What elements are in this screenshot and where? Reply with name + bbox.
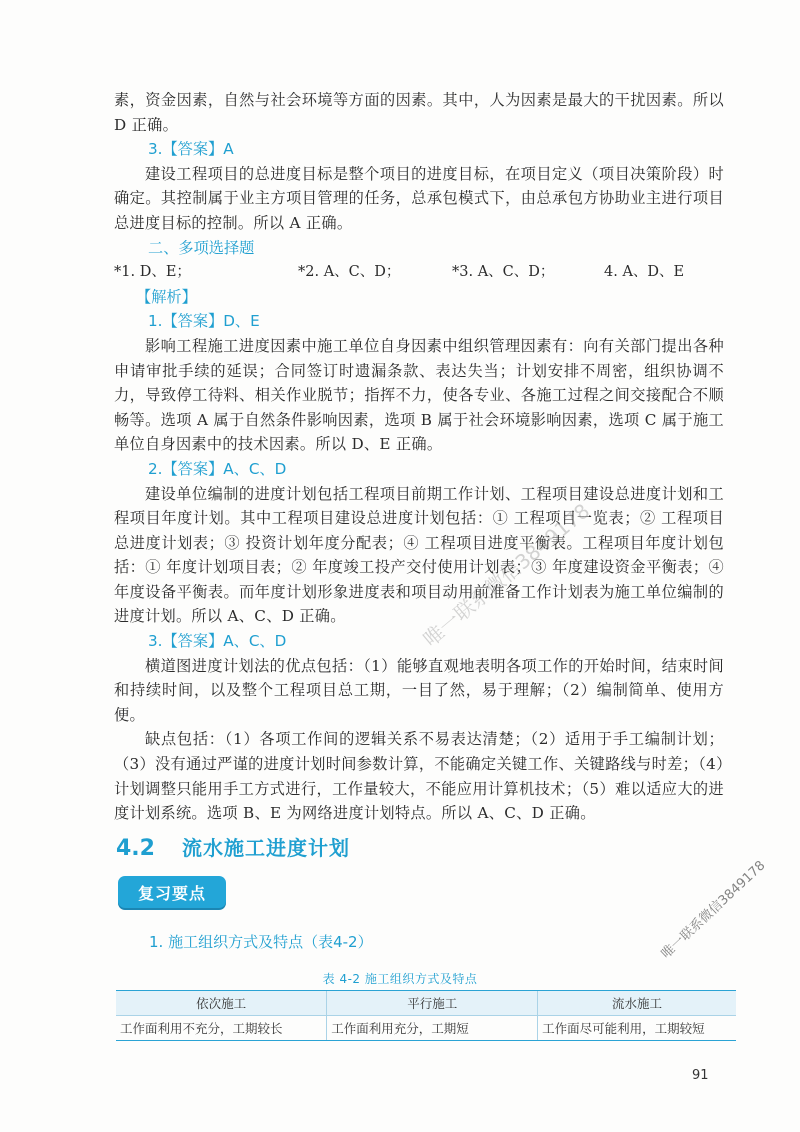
section-heading xyxy=(116,832,350,861)
watermark-corner: 唯一联系微信3849178 xyxy=(658,858,769,962)
answer-list xyxy=(114,260,724,285)
table-cell: 工作面尽可能利用，工期较短 xyxy=(538,1016,736,1041)
subheading: 1. 施工组织方式及特点（表4-2） xyxy=(149,933,373,951)
page-content xyxy=(114,88,724,826)
answer-item-1: *1. D、E； xyxy=(114,264,191,281)
answer-item-3: *3. A、C、D； xyxy=(452,264,555,281)
multi-answer-3-disadvantages: 缺点包括：（1）各项工作间的逻辑关系不易表达清楚；（2）适用于手工编制计划；（3）没有通过严谨的进度计划时间参数计算，不能确定关键工作、关键路线与时差；（4）计划调整只能用手工方式进行，工作量较大，不能应用计算机技术；（5）难以适应大的进度计划系统。选项 B、E 为网络进度计划特点。所以 A、C、D 正确。 xyxy=(114,730,724,823)
section-title: 流水施工进度计划 xyxy=(182,836,350,860)
table-row xyxy=(116,1016,736,1041)
multi-answer-1-label: 1.【答案】D、E xyxy=(148,312,260,331)
answer-3-label: 3.【答案】A xyxy=(148,140,234,159)
section-number: 4.2 xyxy=(116,836,155,861)
answer-3-text: 建设工程项目的总进度目标是整个项目的进度目标，在项目定义（项目决策阶段）时确定。其控制属于业主方项目管理的任务，总承包模式下，由总承包方协助业主进行项目总进度目标的控制。所以 A 正确。 xyxy=(114,164,724,232)
answer-item-4: 4. A、D、E xyxy=(604,264,685,281)
table-header-cell: 流水施工 xyxy=(538,991,736,1016)
table-header-cell: 依次施工 xyxy=(116,991,327,1016)
page-number: 91 xyxy=(692,1068,709,1083)
multi-answer-3-label: 3.【答案】A、C、D xyxy=(148,632,287,651)
watermark-center: 唯一联系微信3849178 xyxy=(418,498,595,652)
multi-answer-3-advantages: 横道图进度计划法的优点包括：（1）能够直观地表明各项工作的开始时间，结束时间和持续时间，以及整个工程项目总工期，一目了然，易于理解；（2）编制简单、使用方便。 xyxy=(114,656,724,724)
organization-methods-table xyxy=(116,990,736,1041)
multi-answer-2-label: 2.【答案】A、C、D xyxy=(148,459,287,478)
review-points-badge: 复习要点 xyxy=(118,876,226,908)
paragraph-continuation: 素，资金因素，自然与社会环境等方面的因素。其中，人为因素是最大的干扰因素。所以 D 正确。 xyxy=(114,91,724,134)
table-caption: 表 4-2 施工组织方式及特点 xyxy=(322,972,478,986)
table-header-cell: 平行施工 xyxy=(327,991,538,1016)
table-cell: 工作面利用不充分，工期较长 xyxy=(116,1016,327,1041)
multi-answer-2-text: 建设单位编制的进度计划包括工程项目前期工作计划、工程项目建设总进度计划和工程项目年度计划。其中工程项目建设总进度计划包括：① 工程项目一览表；② 工程项目总进度计划表；③ 投资计划年度分配表；④ 工程项目进度平衡表。工程项目年度计划包括：① 年度计划项目表；② 年度竣工投产交付使用计划表；③ 年度建设资金平衡表；④ 年度设备平衡表。而年度计划形象进度表和项目动用前准备工作计划表为施工单位编制的进度计划。所以 A、C、D 正确。 xyxy=(114,484,724,626)
table-header-row xyxy=(116,991,736,1016)
analysis-label: 【解析】 xyxy=(136,287,197,306)
multi-choice-title: 二、多项选择题 xyxy=(148,238,255,257)
table-cell: 工作面利用充分，工期短 xyxy=(327,1016,538,1041)
answer-item-2: *2. A、C、D； xyxy=(298,264,401,281)
multi-answer-1-text: 影响工程施工进度因素中施工单位自身因素中组织管理因素有：向有关部门提出各种申请审批手续的延误；合同签订时遗漏条款、表达失当；计划安排不周密，组织协调不力，导致停工待料、相关作业脱节；指挥不力，使各专业、各施工过程之间交接配合不顺畅等。选项 A 属于自然条件影响因素，选项 B 属于社会环境影响因素，选项 C 属于施工单位自身因素中的技术因素。所以 D、E 正确。 xyxy=(114,336,724,454)
